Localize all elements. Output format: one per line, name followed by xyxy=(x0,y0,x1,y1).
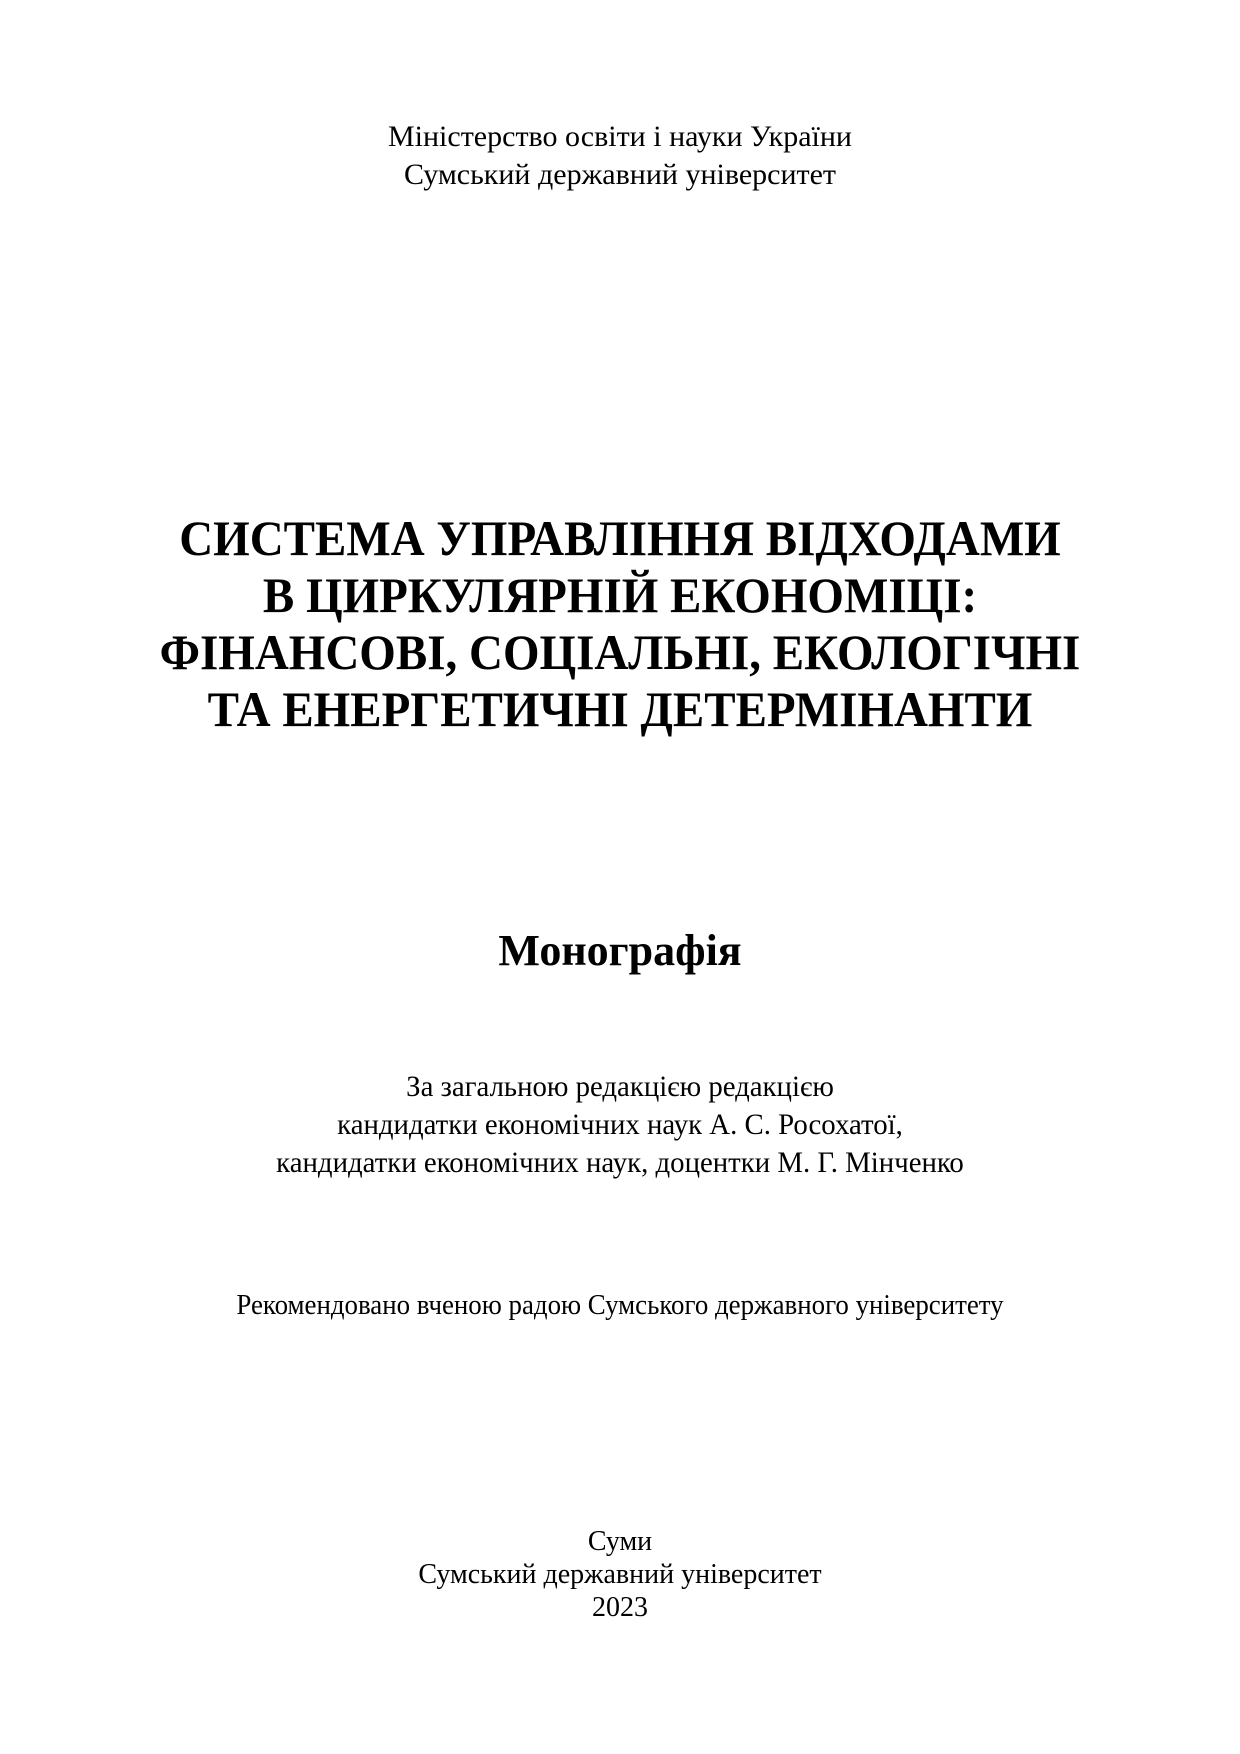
genre-label: Монографія xyxy=(498,926,742,975)
editors-line-1: За загальною редакцією редакцією xyxy=(406,1070,834,1103)
title-line-4: ТА ЕНЕРГЕТИЧНІ ДЕТЕРМІНАНТИ xyxy=(207,681,1033,737)
recommendation-text: Рекомендовано вченою радою Сумського державного університету xyxy=(236,1290,1004,1321)
imprint-city: Суми xyxy=(587,1526,653,1557)
title-line-3: ФІНАНСОВІ, СОЦІАЛЬНІ, ЕКОЛОГІЧНІ xyxy=(159,624,1081,680)
imprint xyxy=(0,1525,1240,1624)
imprint-publisher: Сумський державний університет xyxy=(418,1559,822,1590)
title-line-2: В ЦИРКУЛЯРНІЙ ЕКОНОМІЦІ: xyxy=(262,567,978,623)
university-name: Сумський державний університет xyxy=(403,158,837,191)
ministry-name: Міністерство освіти і науки України xyxy=(387,120,852,153)
editors-line-2: кандидатки економічних наук А. С. Росохатої, xyxy=(337,1108,903,1141)
editors-statement xyxy=(0,1068,1240,1182)
imprint-year: 2023 xyxy=(592,1592,648,1623)
institution-header xyxy=(0,118,1240,194)
recommendation-statement xyxy=(0,1289,1240,1323)
book-title xyxy=(0,510,1240,738)
editors-line-3: кандидатки економічних наук, доцентки М. Г. Мінченко xyxy=(276,1146,964,1179)
title-line-1: СИСТЕМА УПРАВЛІННЯ ВІДХОДАМИ xyxy=(179,510,1061,566)
